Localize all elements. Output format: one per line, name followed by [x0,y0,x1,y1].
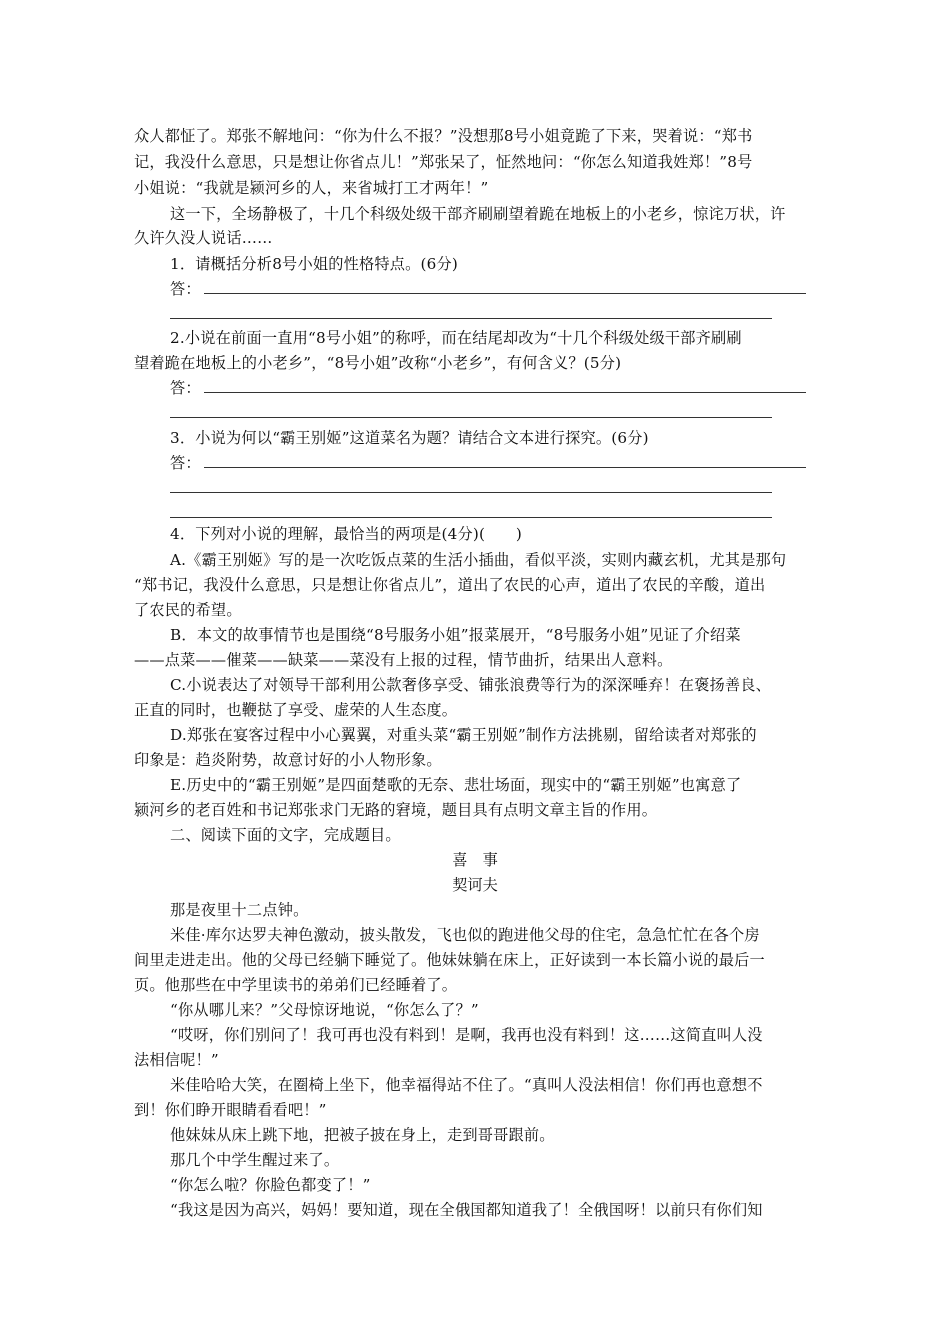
passage-line: 记，我没什么意思，只是想让你省点儿！”郑张呆了，怔然地问：“你怎么知道我姓郑！”8号 [134,153,753,171]
question-2-line: 2.小说在前面一直用“8号小姐”的称呼，而在结尾却改为“十几个科级处级干部齐刷刷 [170,329,742,347]
answer-blank-line[interactable] [204,392,806,393]
story-line: “我这是因为高兴，妈妈！要知道，现在全俄国都知道我了！全俄国呀！以前只有你们知 [170,1201,763,1219]
story-line: 米佳·库尔达罗夫神色激动，披头散发，飞也似的跑进他父母的住宅，急急忙忙在各个房 [170,926,760,944]
answer-label: 答： [170,280,201,298]
story-author: 契诃夫 [452,876,498,894]
answer-blank-line[interactable] [170,492,772,493]
answer-label: 答： [170,454,201,472]
option-a-line: 了农民的希望。 [134,601,242,619]
option-b-line: ——点菜——催菜——缺菜——菜没有上报的过程，情节曲折，结果出人意料。 [134,651,673,669]
option-c-line: 正直的同时，也鞭挞了享受、虚荣的人生态度。 [134,701,458,719]
option-d-line: D.郑张在宴客过程中小心翼翼，对重头菜“霸王别姬”制作方法挑剔，留给读者对郑张的 [170,726,757,744]
option-a-line: A.《霸王别姬》写的是一次吃饭点菜的生活小插曲，看似平淡，实则内藏玄机，尤其是那句 [170,551,787,569]
option-c-line: C.小说表达了对领导干部利用公款奢侈享受、铺张浪费等行为的深深唾弃！在褒扬善良、 [170,676,772,694]
story-line: 他妹妹从床上跳下地，把被子披在身上，走到哥哥跟前。 [170,1126,555,1144]
passage-line: 久许久没人说话…… [134,229,273,247]
option-b-line: B．本文的故事情节也是围绕“8号服务小姐”报菜展开，“8号服务小姐”见证了介绍菜 [170,626,741,644]
option-e-line: 颍河乡的老百姓和书记郑张求门无路的窘境，题目具有点明文章主旨的作用。 [134,801,658,819]
passage-line: 小姐说：“我就是颍河乡的人，来省城打工才两年！” [134,179,489,197]
passage-line: 这一下，全场静极了，十几个科级处级干部齐刷刷望着跪在地板上的小老乡，惊诧万状，许 [170,205,786,223]
story-line: 那几个中学生醒过来了。 [170,1151,340,1169]
option-e-line: E.历史中的“霸王别姬”是四面楚歌的无奈、悲壮场面，现实中的“霸王别姬”也寓意了 [170,776,742,794]
story-line: 米佳哈哈大笑，在圈椅上坐下，他幸福得站不住了。“真叫人没法相信！你们再也意想不 [170,1076,763,1094]
story-line: 页。他那些在中学里读书的弟弟们已经睡着了。 [134,976,458,994]
question-2-line: 望着跪在地板上的小老乡”，“8号小姐”改称“小老乡”，有何含义？(5分) [134,354,622,372]
question-1: 1．请概括分析8号小姐的性格特点。(6分) [170,255,459,273]
question-3: 3．小说为何以“霸王别姬”这道菜名为题？请结合文本进行探究。(6分) [170,429,649,447]
story-line: 那是夜里十二点钟。 [170,901,309,919]
story-line: “哎呀，你们别问了！我可再也没有料到！是啊，我再也没有料到！这……这简直叫人没 [170,1026,763,1044]
story-line: “你怎么啦？你脸色都变了！” [170,1176,371,1194]
question-4: 4．下列对小说的理解，最恰当的两项是(4分)( ) [170,525,522,543]
story-line: 到！你们睁开眼睛看看吧！” [134,1101,327,1119]
section-heading: 二、阅读下面的文字，完成题目。 [170,826,401,844]
option-a-line: “郑书记，我没什么意思，只是想让你省点儿”，道出了农民的心声，道出了农民的辛酸，道出 [134,576,766,594]
passage-line: 众人都怔了。郑张不解地问：“你为什么不报？”没想那8号小姐竟跪了下来，哭着说：“郑书 [134,127,753,145]
answer-blank-line[interactable] [170,417,772,418]
answer-blank-line[interactable] [204,467,806,468]
story-line: 间里走进走出。他的父母已经躺下睡觉了。他妹妹躺在床上，正好读到一本长篇小说的最后一 [134,951,765,969]
story-title: 喜 事 [452,851,498,869]
answer-blank-line[interactable] [170,318,772,319]
option-d-line: 印象是：趋炎附势，故意讨好的小人物形象。 [134,751,442,769]
answer-blank-line[interactable] [204,293,806,294]
story-line: 法相信呢！” [134,1051,219,1069]
answer-label: 答： [170,379,201,397]
story-line: “你从哪儿来？”父母惊讶地说，“你怎么了？” [170,1001,479,1019]
answer-blank-line[interactable] [170,517,772,518]
